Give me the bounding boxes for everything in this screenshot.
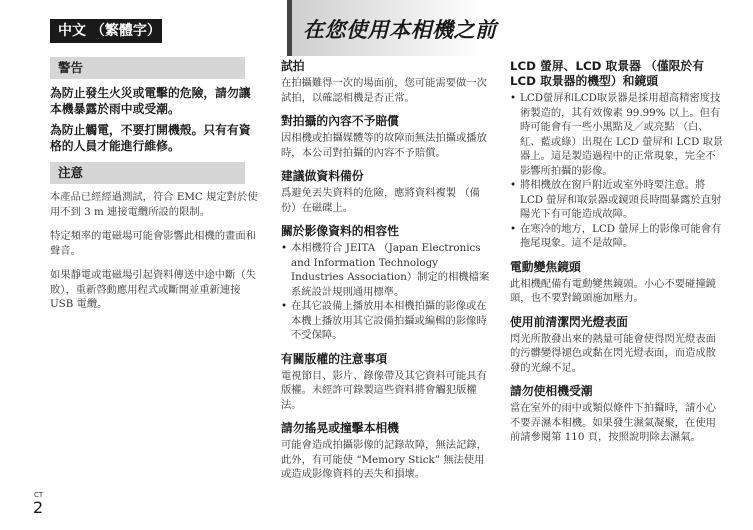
compatibility-list <box>281 241 491 343</box>
backup-text: 爲避免丟失資料的危險，應將資料複製 （備份）在磁碟上。 <box>281 187 480 214</box>
copyright-text: 電視節目、影片、錄像帶及其它資料可能具有版權。未經許可錄製這些資料將會觸犯版權法。 <box>281 369 487 411</box>
no-compensation-heading: 對拍攝的內容不予賠償 <box>281 114 399 128</box>
compatibility-heading: 關於影像資料的相容性 <box>281 224 399 238</box>
flash-heading: 使用前清潔閃光燈表面 <box>510 314 628 329</box>
backup-heading: 建議做資料備份 <box>281 169 364 183</box>
no-compensation-text: 因相機或拍攝媒體等的故障而無法拍攝或播放時，本公司對拍攝的內容不予賠償。 <box>281 132 487 159</box>
zoom-lens-text: 此相機配備有電動變焦鏡頭。小心不要碰撞鏡頭，也不要對鏡頭施加壓力。 <box>510 277 716 304</box>
page-number: 2 <box>33 498 44 517</box>
test-shot-heading: 試拍 <box>281 59 305 73</box>
warning-shock-text: 為防止觸電，不要打開機殼。只有有資格的人員才能進行維修。 <box>50 123 251 153</box>
warning-fire-text: 為防止發生火災或電擊的危險，請勿讓本機暴露於雨中或受潮。 <box>50 86 251 116</box>
list-item: • 在寒冷的地方，LCD 螢屏上的影像可能會有拖尾現象。這不是故障。 <box>510 222 724 251</box>
lcd-heading: LCD 螢屏、LCD 取景器 （僅限於有 LCD 取景器的機型）和鏡頭 <box>510 59 705 88</box>
copyright-heading: 有關版權的注意事項 <box>281 351 388 366</box>
page-language-code: CT <box>34 491 44 499</box>
shock-heading: 請勿搖晃或撞擊本相機 <box>281 421 399 435</box>
list-item: • 將相機放在窗戶附近或室外時要注意。將LCD 螢屏和取景器或鏡頭長時間暴露於直射陽光下有可能造成故障。 <box>510 178 724 222</box>
notice-heading: 注意 <box>50 162 245 184</box>
shock-text: 可能會造成拍攝影像的記錄故障，無法記錄，此外，有可能使 “Memory Stick” 無法使用或造成影像資料的丟失和損壞。 <box>281 439 487 480</box>
right-column <box>510 59 724 445</box>
notice-usb-text: 如果靜電或電磁場引起資料傳送中途中斷（失敗），重新啓動應用程式或斷開並重新連接 USB 電纜。 <box>50 269 256 310</box>
lcd-list <box>510 91 724 251</box>
test-shot-text: 在拍攝難得一次的場面前，您可能需要做一次試拍，以確認相機是否正常。 <box>281 77 487 104</box>
page-title: 在您使用本相機之前 <box>303 18 497 42</box>
warning-heading: 警告 <box>50 57 245 79</box>
zoom-lens-heading: 電動變焦鏡頭 <box>510 259 581 274</box>
list-item: • LCD螢屏和LCD取景器是採用超高精密度技術製造的，其有效像素 99.99% 以上。但有時可能會有一些小黑點及／或亮點 （白、紅、藍或綠）出現在 LCD 螢屏和 LCD 取景器上。這是製造過程中的正常現象，完全不影響所拍攝的影像。 <box>510 91 724 178</box>
flash-text: 閃光所散發出來的熱量可能會使得閃光燈表面的污髒變得褪色或黏在閃光燈表面，而造成散發的光線不足。 <box>510 332 716 374</box>
notice-section <box>50 190 260 312</box>
moisture-text: 當在室外的雨中或類似條件下拍攝時，請小心不要弄濕本相機。如果發生濕氣凝聚，在使用前請參閱第 110 頁，按照說明除去濕氣。 <box>510 402 716 443</box>
middle-column <box>281 59 491 482</box>
notice-frequency-text: 特定頻率的電磁場可能會影響此相機的畫面和聲音。 <box>50 230 256 257</box>
warning-section <box>50 85 260 154</box>
list-item: • 在其它設備上播放用本相機拍攝的影像或在本機上播放用其它設備拍攝或編輯的影像時不受保障。 <box>281 299 491 343</box>
list-item: • 本相機符合 JEITA （Japan Electronics and Information Technology Industries Association）制定的相機檔案系統設計規則通用標準。 <box>281 241 491 299</box>
moisture-heading: 請勿使相機受潮 <box>510 384 593 398</box>
language-tab: 中文 （繁體字） <box>50 19 162 43</box>
notice-emc-text: 本產品已經經過測試，符合 EMC 規定對於使用不到 3 m 連接電纜所設的限制。 <box>50 191 258 218</box>
